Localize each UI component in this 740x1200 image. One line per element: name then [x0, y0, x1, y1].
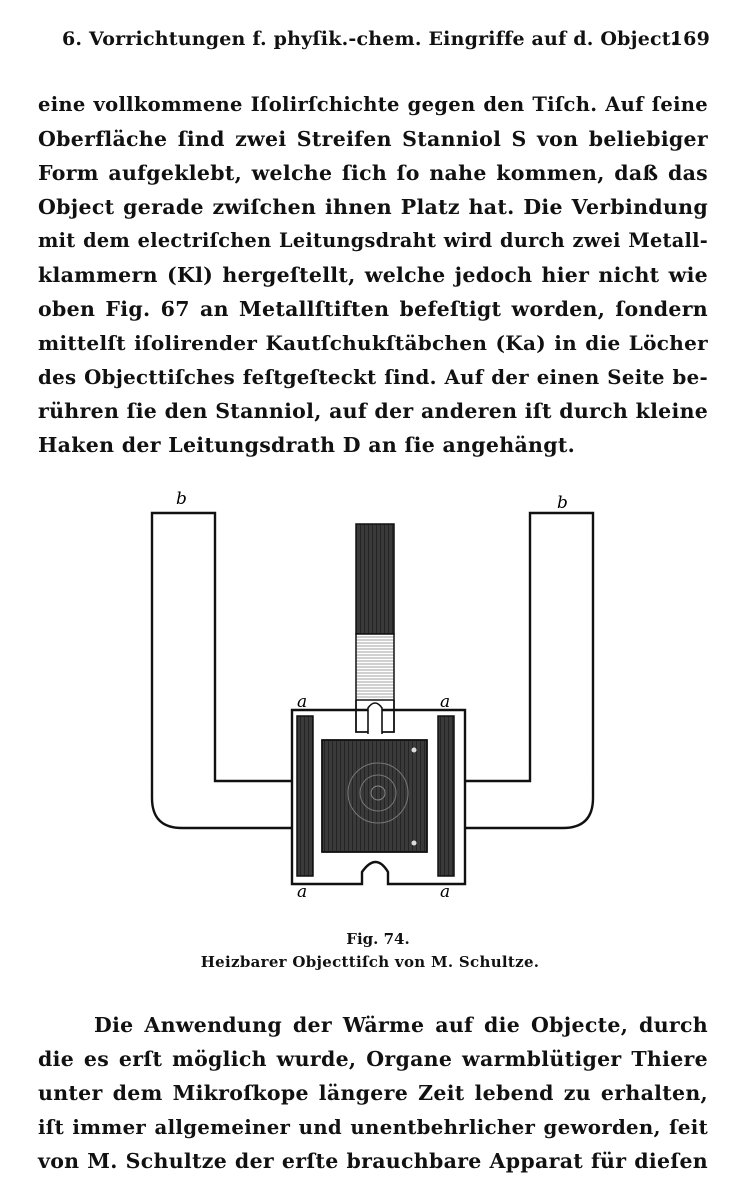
text-line: des Objecttiſches feſtgeſteckt ſind. Auf der einen Seite be- — [38, 365, 708, 389]
figure-number: Fig. 74. — [346, 930, 410, 948]
text-line: oben Fig. 67 an Metallſtiften befeſtigt worden, ſondern — [38, 297, 708, 321]
text-line: von M. Schultze der erſte brauchbare Apparat für dieſen — [38, 1149, 708, 1173]
text-line: mit dem electriſchen Leitungsdraht wird durch zwei Metall- — [38, 229, 708, 252]
text-line: unter dem Mikroſkope längere Zeit lebend zu erhalten, — [38, 1081, 708, 1105]
section-heading: 6. Vorrichtungen f. phyſik.-chem. Eingriffe auf d. Object. — [62, 28, 678, 50]
text-line: Die Anwendung der Wärme auf die Objecte, durch — [94, 1013, 708, 1037]
text-line: Form aufgeklebt, welche ſich ſo nahe kommen, daß das — [38, 161, 708, 185]
page-number: 169 — [669, 28, 710, 50]
label-b-right: b — [557, 493, 568, 513]
text-line: klammern (Kl) hergeſtellt, welche jedoch hier nicht wie — [38, 263, 708, 287]
figure-heated-stage — [140, 488, 600, 898]
heated-stage-diagram — [140, 488, 600, 898]
heating-bar-light — [356, 634, 394, 700]
label-a-top-left: a — [297, 692, 308, 712]
text-line: eine vollkommene Iſolirſchichte gegen den Tiſch. Auf ſeine — [38, 93, 708, 116]
text-line: Object gerade zwiſchen ihnen Platz hat. Die Verbindung — [38, 195, 708, 219]
plate-screw — [412, 841, 417, 846]
object-plate — [322, 740, 427, 852]
label-b-left: b — [176, 489, 187, 509]
label-a-top-right: a — [440, 692, 451, 712]
label-a-bottom-left: a — [297, 882, 308, 898]
left-electrode-strip — [297, 716, 313, 876]
left-wire — [152, 513, 297, 828]
paragraph-2 — [38, 1008, 708, 1178]
bar-tongue — [368, 703, 382, 734]
text-line: mittelſt iſolirender Kautſchukſtäbchen (Ka) in die Löcher — [38, 331, 708, 355]
plate-screw — [412, 748, 417, 753]
label-a-bottom-right: a — [440, 882, 451, 898]
text-line: die es erſt möglich wurde, Organe warmblütiger Thiere — [38, 1047, 708, 1071]
figure-caption: Heizbarer Objecttiſch von M. Schultze. — [200, 953, 540, 971]
text-line: iſt immer allgemeiner und unentbehrlicher geworden, ſeit — [38, 1115, 708, 1139]
heating-bar-dark — [356, 524, 394, 634]
paragraph-1 — [38, 88, 708, 462]
text-line: Oberfläche ſind zwei Streifen Stanniol S von beliebiger — [38, 127, 708, 151]
text-line: rühren ſie den Stanniol, auf der anderen iſt durch kleine — [38, 399, 709, 423]
right-electrode-strip — [438, 716, 454, 876]
right-wire — [448, 513, 593, 828]
text-line: Haken der Leitungsdrath D an ſie angehängt. — [38, 433, 576, 457]
